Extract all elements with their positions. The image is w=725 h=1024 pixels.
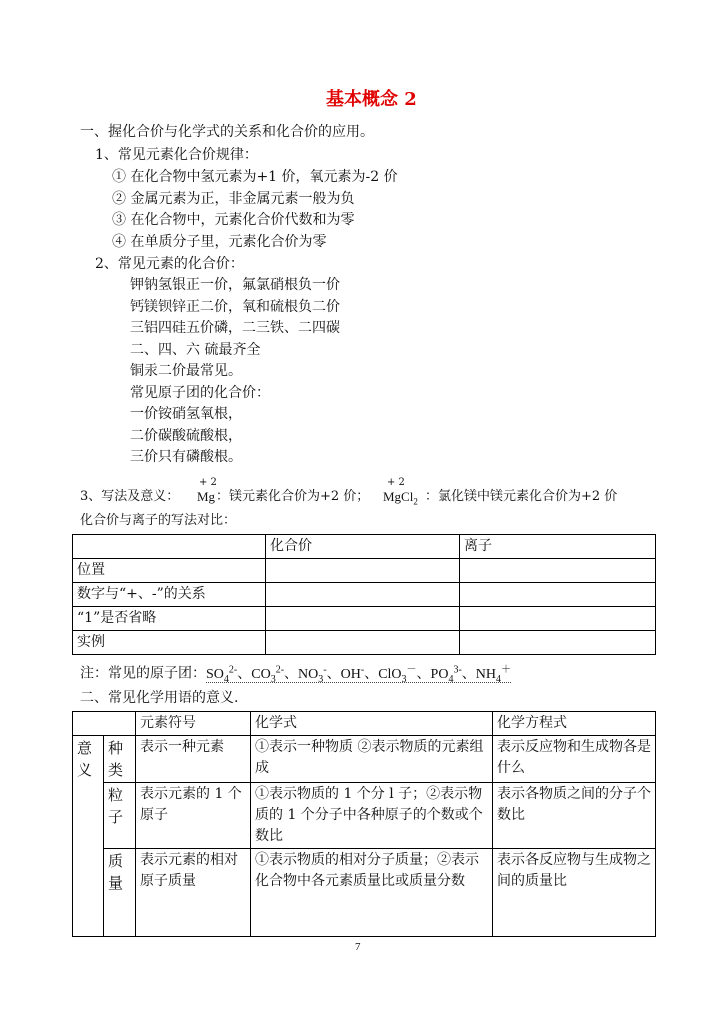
- table-cell: [460, 607, 656, 631]
- note-line: [80, 660, 511, 689]
- cell-formula-kind: ①表示一种物质 ②表示物质的元素组成: [251, 736, 493, 783]
- note-lead: 注：常见的原子团：: [80, 665, 206, 682]
- separator: 、: [237, 665, 252, 682]
- sub3-text-1: ：镁元素化合价为+2 价；: [216, 489, 370, 504]
- table-cell: [460, 559, 656, 583]
- verse-9: 三价只有磷酸根。: [130, 449, 242, 465]
- verse-6: 常见原子团的化合价：: [130, 385, 270, 401]
- usage-header-formula: 化学式: [251, 712, 493, 736]
- table-cell: [460, 583, 656, 607]
- section2-heading: 二、常见化学用语的意义.: [80, 690, 239, 706]
- row-label-kind: 种类: [104, 736, 136, 783]
- formula-mgcl2: MgCl$_2$: [383, 489, 418, 507]
- verse-5: 铜汞二价最常见。: [130, 363, 242, 379]
- separator: 、: [364, 665, 379, 682]
- separator: 、: [284, 665, 299, 682]
- rule-2: ② 金属元素为正，非金属元素一般为负: [112, 191, 355, 207]
- oxidation-mark-2: + 2: [387, 477, 405, 488]
- row-label-mass: 质量: [104, 849, 136, 937]
- table-row: [73, 583, 656, 607]
- cell-symbol-mass: 表示元素的相对原子质量: [136, 849, 251, 937]
- sub3-lead: 3、写法及意义：: [80, 489, 180, 504]
- table-row: [73, 631, 656, 655]
- verse-3: 三铝四硅五价磷，二三铁、二四碳: [130, 320, 340, 336]
- compare-caption: 化合价与离子的写法对比：: [80, 513, 237, 528]
- usage-table-header: [73, 712, 656, 736]
- compare-table-header: [73, 535, 656, 559]
- meaning-label: 意义: [73, 736, 104, 937]
- sub3-text-2: ：氯化镁中镁元素化合价为+2 价: [425, 489, 618, 504]
- sub1-heading: 1、常见元素化合价规律：: [95, 147, 258, 163]
- table-cell: [266, 607, 460, 631]
- separator: 、: [416, 665, 431, 682]
- cell-formula-mass: ①表示物质的相对分子质量；②表示化合物中各元素质量比或质量分数: [251, 849, 493, 937]
- sub2-heading: 2、常见元素的化合价：: [95, 256, 244, 272]
- verse-4: 二、四、六 硫最齐全: [130, 342, 261, 358]
- symbol-mg: Mg: [197, 489, 216, 504]
- verse-1: 钾钠氢银正一价，氟氯硝根负一价: [130, 277, 340, 293]
- table-row: [73, 559, 656, 583]
- section1-heading: 一、握化合价与化学式的关系和化合价的应用。: [80, 124, 374, 140]
- atomic-group: $NO_3^-$: [298, 664, 327, 685]
- rule-3: ③ 在化合物中，元素化合价代数和为零: [112, 212, 355, 228]
- cell-symbol-particle: 表示元素的 1 个原子: [136, 783, 251, 849]
- usage-header-equation: 化学方程式: [493, 712, 656, 736]
- separator: 、: [326, 665, 341, 682]
- compare-row-label: 实例: [73, 631, 266, 655]
- compare-row-label: 数字与“+、-”的关系: [73, 583, 266, 607]
- compare-row-label: 位置: [73, 559, 266, 583]
- table-row: [73, 783, 656, 849]
- atomic-group: $NH_4^+$: [475, 664, 512, 685]
- cell-equation-mass: 表示各反应物与生成物之间的质量比: [493, 849, 656, 937]
- cell-symbol-kind: 表示一种元素: [136, 736, 251, 783]
- compare-header-valence: 化合价: [266, 535, 460, 559]
- table-cell: [460, 631, 656, 655]
- cell-equation-kind: 表示反应物和生成物各是什么: [493, 736, 656, 783]
- table-cell: [266, 559, 460, 583]
- page-title: 基本概念 2: [326, 89, 417, 110]
- table-row: [73, 607, 656, 631]
- usage-header-blank: [73, 712, 136, 736]
- cell-equation-particle: 表示各物质之间的分子个数比: [493, 783, 656, 849]
- compare-header-ion: 离子: [460, 535, 656, 559]
- separator: 、: [461, 665, 476, 682]
- oxidation-mark-1: + 2: [199, 477, 217, 488]
- atomic-group: ClO$_3$－: [378, 664, 417, 685]
- table-row: [73, 736, 656, 783]
- verse-2: 钙镁钡锌正二价，氧和硫根负二价: [130, 299, 340, 315]
- usage-header-symbol: 元素符号: [136, 712, 251, 736]
- rule-1: ① 在化合物中氢元素为+1 价，氧元素为-2 价: [112, 169, 398, 185]
- atomic-group: OH-: [340, 664, 365, 682]
- compare-row-label: “1”是否省略: [73, 607, 266, 631]
- table-cell: [266, 583, 460, 607]
- cell-formula-particle: ①表示物质的 1 个分 l 子；②表示物质的 1 个分子中各种原子的个数或个数比: [251, 783, 493, 849]
- page-number: 7: [355, 941, 361, 953]
- atomic-group: $SO_4^{2-}$: [206, 664, 238, 685]
- row-label-particle: 粒子: [104, 783, 136, 849]
- atomic-groups: [206, 666, 511, 683]
- table-row: [73, 849, 656, 937]
- atomic-group: $CO_3^{2-}$: [251, 664, 285, 685]
- verse-7: 一价铵硝氢氧根，: [130, 406, 242, 422]
- rule-4: ④ 在单质分子里，元素化合价为零: [112, 234, 327, 250]
- table-cell: [266, 631, 460, 655]
- atomic-group: $PO_4^{3-}$: [430, 664, 462, 685]
- compare-header-blank: [73, 535, 266, 559]
- verse-8: 二价碳酸硫酸根，: [130, 428, 242, 444]
- usage-table: [72, 711, 656, 937]
- compare-table: [72, 534, 656, 655]
